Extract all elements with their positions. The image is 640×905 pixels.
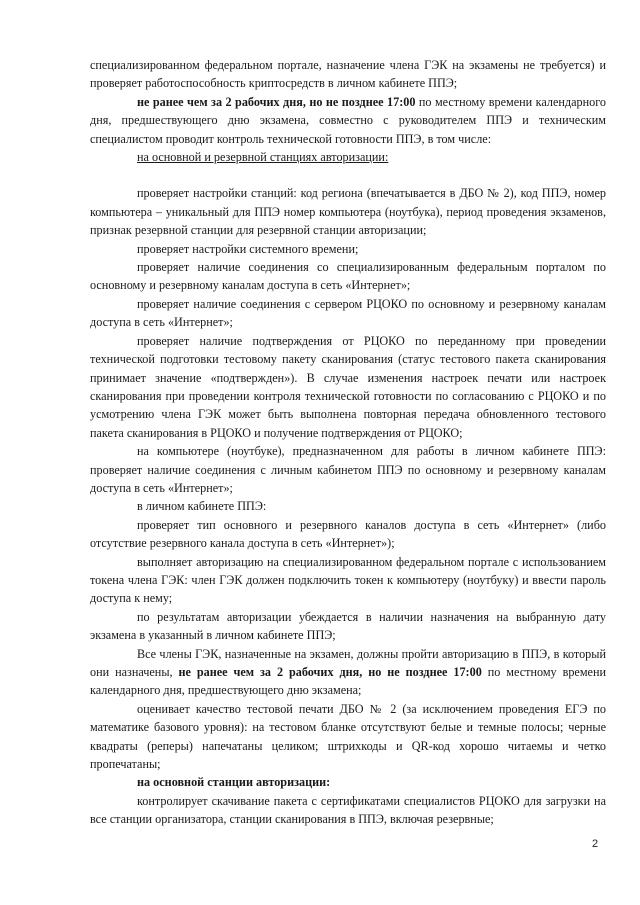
bold-text: на основной станции авторизации:: [137, 775, 331, 790]
paragraph: [90, 56, 606, 93]
paragraph: [90, 608, 606, 645]
paragraph: [90, 240, 606, 258]
paragraph: [90, 184, 606, 239]
paragraph: [90, 148, 606, 166]
bold-text: не ранее чем за 2 рабочих дня, но не позднее 17:00: [178, 665, 482, 679]
text-segment: проверяет настройки станций: код региона (впечатывается в ДБО № 2), код ППЭ, номер компьютера – уникальный для ППЭ номер компьютера (ноутбука), период проведения экзаменов, признак резервной станции для резервной станции авторизации;: [90, 186, 606, 238]
paragraph: [90, 295, 606, 332]
text-segment: по местному времени календарного дня, предшествующего дню экзамена, совместно с руководителем ППЭ и техническим специалистом проводит контроль технической готовности ППЭ, в том числе:: [90, 94, 606, 146]
paragraph-gap: [90, 166, 606, 184]
text-segment: специализированном федеральном портале, назначение члена ГЭК на экзамены не требуется) и проверяет работоспособность криптосредств в личном кабинете ППЭ;: [90, 58, 606, 91]
text-segment: в личном кабинете ППЭ:: [137, 499, 267, 514]
paragraph: [90, 258, 606, 295]
paragraph: [90, 553, 606, 608]
text-segment: проверяет наличие подтверждения от РЦОКО по переданному при проведении технической подготовки тестовому пакету сканирования (статус тестового пакета сканирования принимает значение «подтвержден»). В случае изменения настроек печати или настроек сканирования при проведении контроля технической готовности по согласованию с РЦОКО и по усмотрению члена ГЭК может быть выполнена повторная передача обновленного тестового пакета сканирования в РЦОКО и получение подтверждения от РЦОКО;: [90, 333, 606, 440]
text-segment: на компьютере (ноутбуке), предназначенном для работы в личном кабинете ППЭ: проверяет наличие соединения с личным кабинетом ППЭ по основному и резервному каналам доступа в сеть «Интернет»;: [90, 444, 606, 495]
text-segment: по местному времени календарного дня, предшествующего дню экзамена;: [90, 665, 606, 698]
paragraph: [90, 442, 606, 497]
text-segment: оценивает качество тестовой печати ДБО № 2 (за исключением проведения ЕГЭ по математике базового уровня): на тестовом бланке отсутствуют белые и темные полосы; черные квадраты (реперы) напечатаны целиком; штрихкоды и QR-код хорошо читаемы и четко пропечатаны;: [90, 701, 606, 772]
bold-text: не ранее чем за 2 рабочих дня, но не позднее 17:00: [137, 94, 416, 109]
text-segment: проверяет наличие соединения со специализированным федеральным порталом по основному и резервному каналам доступа в сеть «Интернет»;: [90, 260, 606, 293]
text-segment: проверяет тип основного и резервного каналов доступа в сеть «Интернет» (либо отсутствие резервного канала доступа в сеть «Интернет»);: [90, 517, 606, 551]
page-number: 2: [592, 838, 599, 850]
text-segment: проверяет наличие соединения с сервером РЦОКО по основному и резервному каналам доступа в сеть «Интернет»;: [90, 296, 606, 330]
paragraph: [90, 332, 606, 442]
paragraph: [90, 792, 606, 829]
body-text: [90, 56, 606, 829]
underlined-heading: на основной и резервной станциях авторизации:: [137, 150, 389, 165]
text-segment: проверяет настройки системного времени;: [137, 241, 359, 256]
text-segment: по результатам авторизации убеждается в наличии назначения на выбранную дату экзамена в указанный в личном кабинете ППЭ;: [90, 609, 606, 643]
text-segment: контролирует скачивание пакета с сертификатами специалистов РЦОКО для загрузки на все станции организатора, станции сканирования в ППЭ, включая резервные;: [90, 793, 606, 827]
paragraph: [90, 497, 606, 515]
paragraph: [90, 700, 606, 774]
text-segment: выполняет авторизацию на специализированном федеральном портале с использованием токена члена ГЭК: член ГЭК должен подключить токен к компьютеру (ноутбуку) и ввести пароль доступа к нему;: [90, 554, 606, 606]
text-segment: Все члены ГЭК, назначенные на экзамен, должны пройти авторизацию в ППЭ, в который они назначены,: [90, 646, 606, 679]
paragraph: [90, 516, 606, 553]
paragraph: [90, 773, 606, 791]
paragraph: [90, 93, 606, 148]
paragraph: [90, 645, 606, 700]
